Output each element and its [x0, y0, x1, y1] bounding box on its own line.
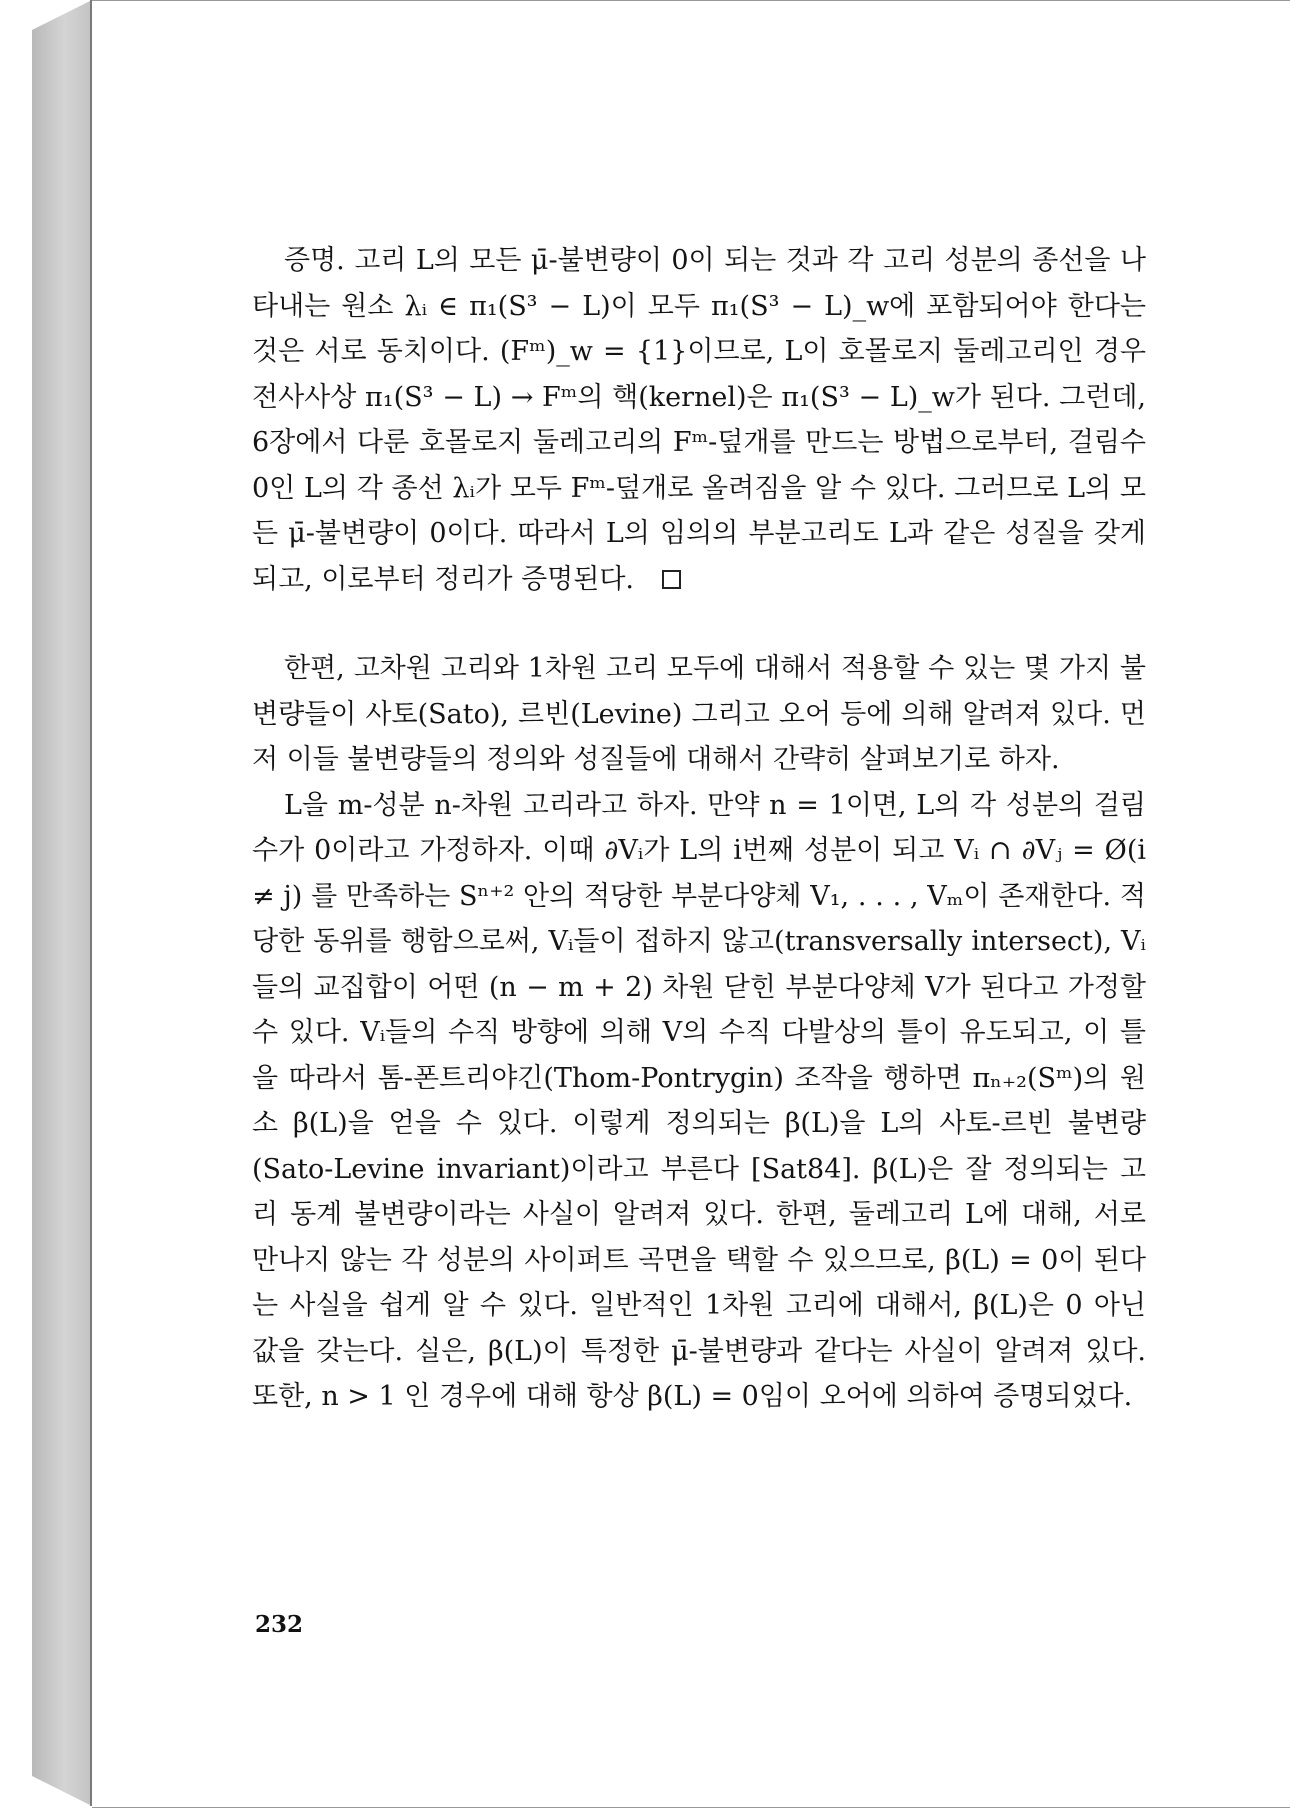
- sato-levine-paragraph: L을 m-성분 n-차원 고리라고 하자. 만약 n = 1이면, L의 각 성분의 걸림수가 0이라고 가정하자. 이때 ∂Vᵢ가 L의 i번째 성분이 되고 Vᵢ ∩ ∂Vⱼ = Ø(i ≠ j) 를 만족하는 Sⁿ⁺² 안의 적당한 부분다양체 V₁, . . . , Vₘ이 존재한다. 적당한 동위를 행함으로써, Vᵢ들이 접하지 않고(transversally intersect), Vᵢ들의 교집합이 어떤 (n − m + 2) 차원 닫힌 부분다양체 V가 된다고 가정할 수 있다. Vᵢ들의 수직 방향에 의해 V의 수직 다발상의 틀이 유도되고, 이 틀을 따라서 톰-폰트리야긴(Thom-Pontrygin) 조작을 행하면 πₙ₊₂(Sᵐ)의 원소 β(L)을 얻을 수 있다. 이렇게 정의되는 β(L)을 L의 사토-르빈 불변량(Sato-Levine invariant)이라고 부른다 [Sat84]. β(L)은 잘 정의되는 고리 동계 불변량이라는 사실이 알려져 있다. 한편, 둘레고리 L에 대해, 서로 만나지 않는 각 성분의 사이퍼트 곡면을 택할 수 있으므로, β(L) = 0이 된다는 사실을 쉽게 알 수 있다. 일반적인 1차원 고리에 대해서, β(L)은 0 아닌 값을 갖는다. 실은, β(L)이 특정한 μ̄-불변량과 같다는 사실이 알려져 있다. 또한, n > 1 인 경우에 대해 항상 β(L) = 0임이 오어에 의하여 증명되었다.: [252, 789, 1146, 1412]
- invariants-intro-paragraph: 한편, 고차원 고리와 1차원 고리 모두에 대해서 적용할 수 있는 몇 가지 불변량들이 사토(Sato), 르빈(Levine) 그리고 오어 등에 의해 알려져 있다. 먼저 이들 불변량들의 정의와 성질들에 대해서 간략히 살펴보기로 하자.: [252, 653, 1146, 775]
- page-number: 232: [255, 1611, 304, 1638]
- paragraph-gap: [252, 602, 1146, 646]
- page-text: [252, 238, 1146, 1420]
- book-spine: [32, 0, 92, 1806]
- proof-paragraph: 증명. 고리 L의 모든 μ̄-불변량이 0이 되는 것과 각 고리 성분의 종선을 나타내는 원소 λᵢ ∈ π₁(S³ − L)이 모두 π₁(S³ − L)_w에 포함되어야 한다는 것은 서로 동치이다. (Fᵐ)_w = {1}이므로, L이 호몰로지 둘레고리인 경우 전사사상 π₁(S³ − L) → Fᵐ의 핵(kernel)은 π₁(S³ − L)_w가 된다. 그런데, 6장에서 다룬 호몰로지 둘레고리의 Fᵐ-덮개를 만드는 방법으로부터, 걸림수 0인 L의 각 종선 λᵢ가 모두 Fᵐ-덮개로 올려짐을 알 수 있다. 그러므로 L의 모든 μ̄-불변량이 0이다. 따라서 L의 임의의 부분고리도 L과 같은 성질을 갖게 되고, 이로부터 정리가 증명된다.: [252, 245, 1146, 595]
- qed-square-icon: [662, 570, 681, 589]
